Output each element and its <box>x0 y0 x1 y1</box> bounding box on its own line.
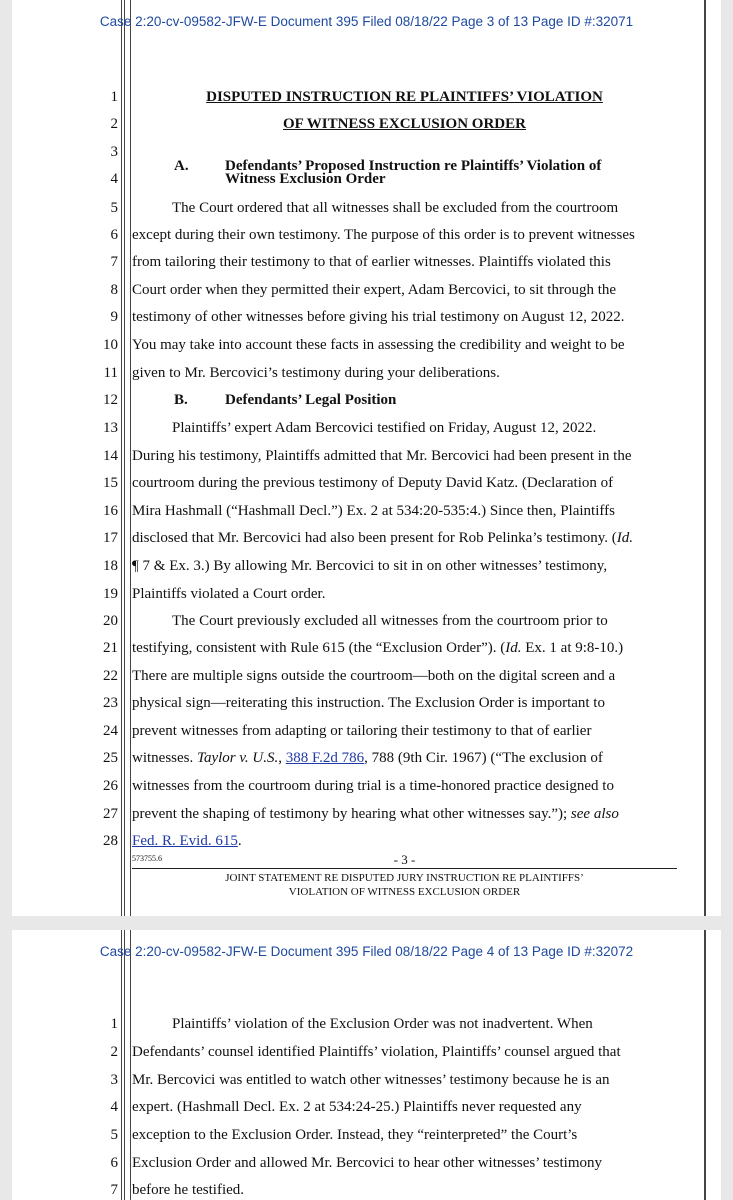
line-number: 24 <box>103 723 118 739</box>
paragraph-line: physical sign—reiterating this instruction. The Exclusion Order is important to <box>132 695 605 711</box>
text-run: prevent the shaping of testimony by hearing what other witnesses say.”); <box>132 806 571 822</box>
paragraph-line: Court order when they permitted their expert, Adam Bercovici, to sit through the <box>132 282 617 298</box>
line-number: 6 <box>110 1155 118 1171</box>
line-number: 21 <box>103 640 118 656</box>
section-b-letter: B. <box>174 392 188 408</box>
paragraph-line: Plaintiffs’ violation of the Exclusion Order was not inadvertent. When <box>172 1016 593 1032</box>
line-number: 18 <box>103 558 118 574</box>
line-number: 1 <box>110 89 118 105</box>
line-number: 5 <box>110 200 118 216</box>
paragraph-line: except during their own testimony. The purpose of this order is to prevent witnesses <box>132 227 635 243</box>
paragraph-line: courtroom during the previous testimony of Deputy David Katz. (Declaration of <box>132 475 614 491</box>
text-run: , 788 (9th Cir. 1967) (“The exclusion of <box>364 750 603 766</box>
paragraph-line <box>132 640 677 657</box>
document-page-3 <box>12 0 721 916</box>
paragraph-line: given to Mr. Bercovici’s testimony during your deliberations. <box>132 365 500 381</box>
line-number: 3 <box>110 144 118 160</box>
paragraph-line: prevent witnesses from adapting or tailoring their testimony to that of earlier <box>132 723 592 739</box>
citation-link-388-f2d-786[interactable]: 388 F.2d 786 <box>285 750 365 766</box>
footer-rule <box>132 868 677 869</box>
text-run: testifying, consistent with Rule 615 (the “Exclusion Order”). ( <box>132 640 506 656</box>
paragraph-line: witnesses from the courtroom during trial is a time-honored practice designed to <box>132 778 614 794</box>
paragraph-line: You may take into account these facts in assessing the credibility and weight to be <box>132 337 625 353</box>
paragraph-line: expert. (Hashmall Decl. Ex. 2 at 534:24-25.) Plaintiffs never requested any <box>132 1099 582 1115</box>
line-number: 27 <box>103 806 118 822</box>
document-page-4 <box>12 930 721 1200</box>
paragraph-line: Plaintiffs’ expert Adam Bercovici testified on Friday, August 12, 2022. <box>172 420 597 436</box>
line-number: 7 <box>110 254 118 270</box>
footer-caption-line-1: JOINT STATEMENT RE DISPUTED JURY INSTRUCTION RE PLAINTIFFS’ <box>225 872 584 884</box>
text-run: , <box>278 750 286 766</box>
text-run: witnesses. <box>132 750 197 766</box>
margin-rule <box>121 0 122 916</box>
document-number: 573755.6 <box>132 854 162 863</box>
line-number: 20 <box>103 613 118 629</box>
line-number: 16 <box>103 503 118 519</box>
citation-id: Id. <box>505 640 522 656</box>
paragraph-line: from tailoring their testimony to that of earlier witnesses. Plaintiffs violated this <box>132 254 611 270</box>
citation-link-fre-615[interactable]: Fed. R. Evid. 615 <box>132 833 238 849</box>
line-number: 12 <box>103 392 118 408</box>
paragraph-line <box>132 833 677 850</box>
signal-see-also: see also <box>570 806 619 822</box>
line-number: 15 <box>103 475 118 491</box>
line-number: 19 <box>103 586 118 602</box>
line-number: 25 <box>103 750 118 766</box>
paragraph-line <box>132 750 677 767</box>
citation-id: Id. <box>616 530 634 546</box>
paragraph-line: There are multiple signs outside the courtroom—both on the digital screen and a <box>132 668 616 684</box>
paragraph-line: Mr. Bercovici was entitled to watch other witnesses’ testimony because he is an <box>132 1072 610 1088</box>
text-run: . <box>237 833 242 849</box>
paragraph-line: exception to the Exclusion Order. Instead, they “reinterpreted” the Court’s <box>132 1127 578 1143</box>
margin-rule <box>124 930 125 1200</box>
text-run: disclosed that Mr. Bercovici had also been present for Rob Pelinka’s testimony. ( <box>132 530 617 546</box>
footer-caption-line-2: VIOLATION OF WITNESS EXCLUSION ORDER <box>288 886 521 898</box>
line-number: 11 <box>103 365 118 381</box>
line-number: 17 <box>103 530 118 546</box>
line-number: 4 <box>110 1099 118 1115</box>
paragraph-line: The Court ordered that all witnesses shall be excluded from the courtroom <box>172 200 619 216</box>
text-run: Ex. 1 at 9:8-10.) <box>521 640 624 656</box>
line-number: 3 <box>110 1072 118 1088</box>
margin-rule <box>130 930 131 1200</box>
margin-rule <box>121 930 122 1200</box>
line-number: 8 <box>110 282 118 298</box>
heading-line-2: OF WITNESS EXCLUSION ORDER <box>283 116 526 132</box>
paragraph-line: ¶ 7 & Ex. 3.) By allowing Mr. Bercovici to sit in on other witnesses’ testimony, <box>132 558 608 574</box>
paragraph-line: Mira Hashmall (“Hashmall Decl.”) Ex. 2 at 534:20-535:4.) Since then, Plaintiffs <box>132 503 615 519</box>
line-number: 1 <box>110 1016 118 1032</box>
case-header: Case 2:20-cv-09582-JFW-E Document 395 Filed 08/18/22 Page 4 of 13 Page ID #:32072 <box>99 944 634 959</box>
case-header: Case 2:20-cv-09582-JFW-E Document 395 Filed 08/18/22 Page 3 of 13 Page ID #:32071 <box>99 14 634 29</box>
line-number: 6 <box>110 227 118 243</box>
paragraph-line <box>132 806 677 823</box>
line-number: 4 <box>110 171 118 187</box>
right-margin-rule <box>704 930 706 1200</box>
paragraph-line: Defendants’ counsel identified Plaintiffs’ violation, Plaintiffs’ counsel argued that <box>132 1044 621 1060</box>
paragraph-line: During his testimony, Plaintiffs admitted that Mr. Bercovici had been present in the <box>132 448 632 464</box>
page-number: - 3 - <box>393 852 416 867</box>
line-number: 10 <box>103 337 118 353</box>
line-number: 28 <box>103 833 118 849</box>
case-citation: Taylor v. U.S. <box>197 750 279 766</box>
paragraph-line: before he testified. <box>132 1182 245 1198</box>
section-a-title-line-2: Witness Exclusion Order <box>225 171 386 187</box>
paragraph-line: Plaintiffs violated a Court order. <box>132 586 326 602</box>
line-number: 26 <box>103 778 118 794</box>
heading-line-1: DISPUTED INSTRUCTION RE PLAINTIFFS’ VIOLATION <box>206 89 603 105</box>
line-number: 23 <box>103 695 118 711</box>
paragraph-line: Exclusion Order and allowed Mr. Bercovici to hear other witnesses’ testimony <box>132 1155 603 1171</box>
paragraph-line <box>132 530 677 547</box>
line-number: 13 <box>103 420 118 436</box>
line-number: 5 <box>110 1127 118 1143</box>
paragraph-line: The Court previously excluded all witnesses from the courtroom prior to <box>172 613 608 629</box>
line-number: 22 <box>103 668 118 684</box>
section-b-title: Defendants’ Legal Position <box>225 392 397 408</box>
margin-rule <box>130 0 131 916</box>
line-number: 2 <box>110 116 118 132</box>
line-number: 9 <box>110 309 118 325</box>
section-a-letter: A. <box>174 158 189 174</box>
line-number: 2 <box>110 1044 118 1060</box>
margin-rule <box>124 0 125 916</box>
line-number: 14 <box>103 448 118 464</box>
line-number: 7 <box>110 1182 118 1198</box>
right-margin-rule <box>704 0 706 916</box>
section-a-title-line-1: Defendants’ Proposed Instruction re Plaintiffs’ Violation of <box>225 158 602 174</box>
paragraph-line: testimony of other witnesses before giving his trial testimony on August 12, 2022. <box>132 309 625 325</box>
